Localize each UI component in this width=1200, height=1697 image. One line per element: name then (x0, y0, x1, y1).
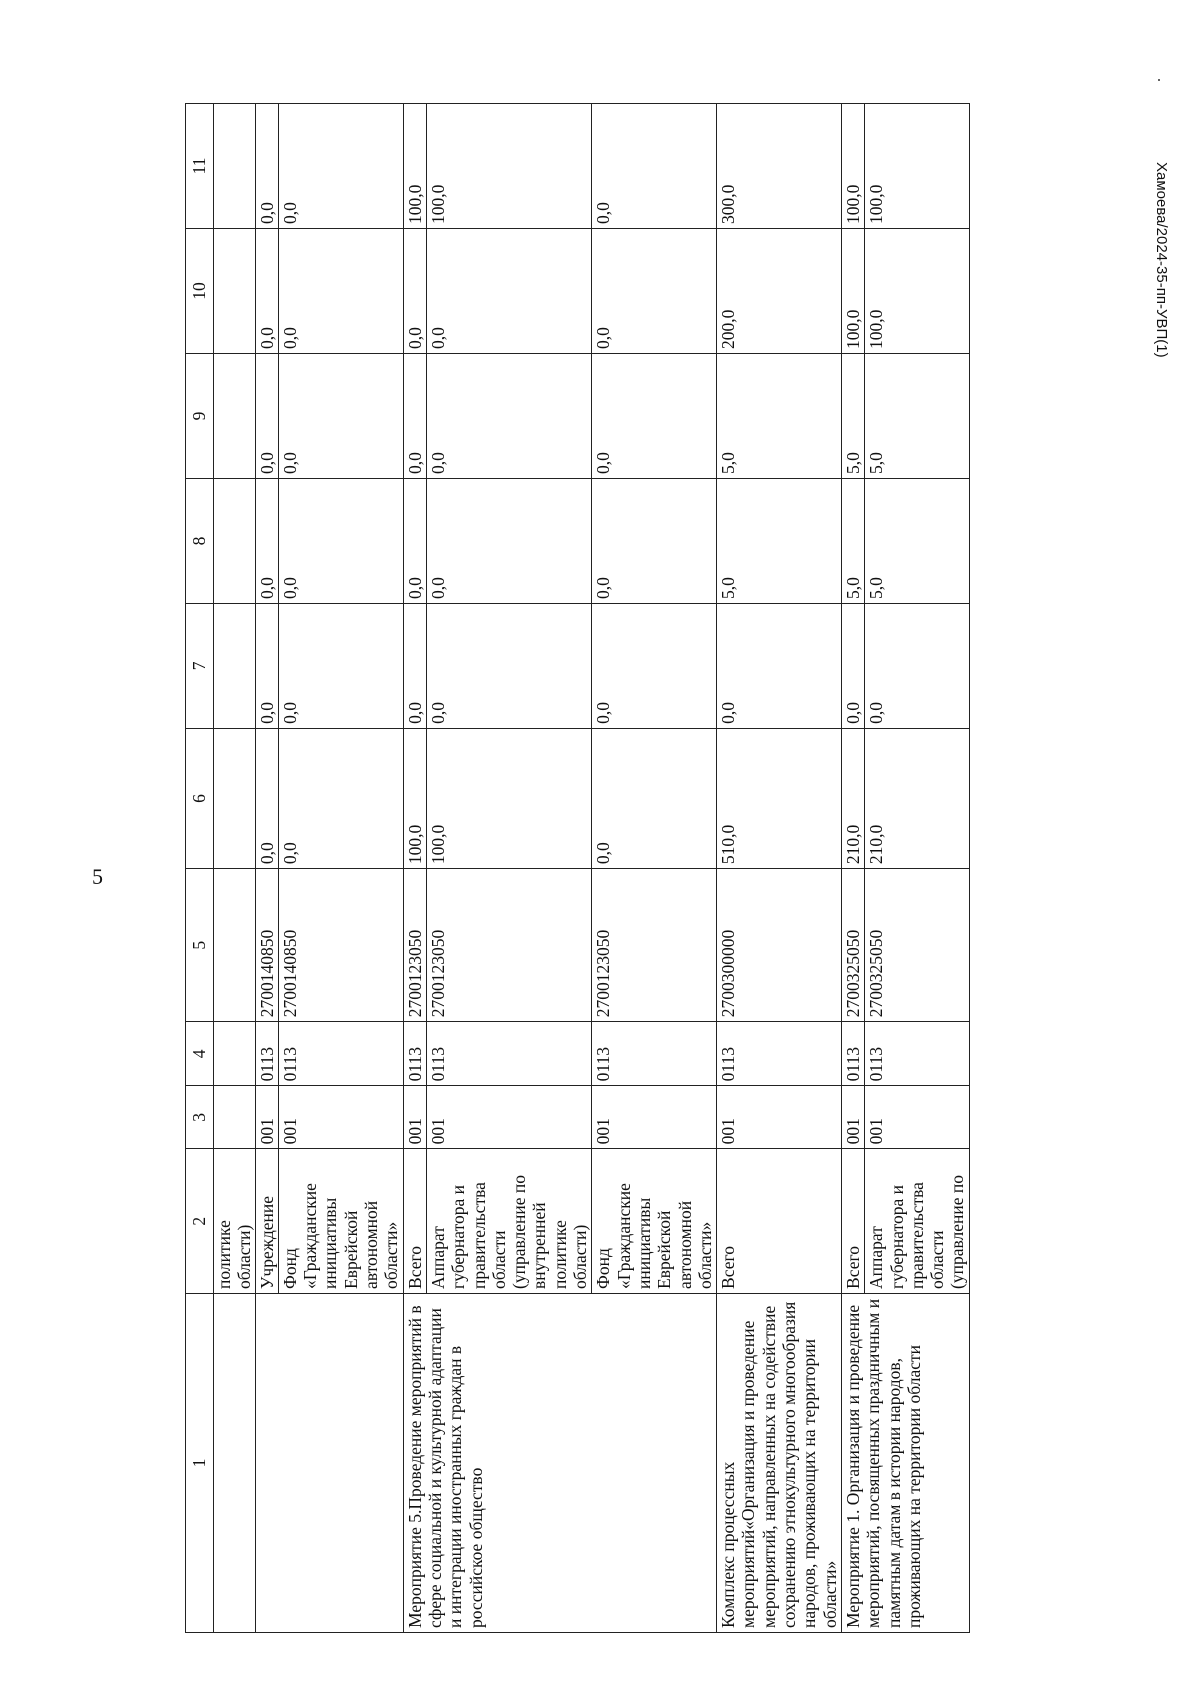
table-cell: 5,0 (717, 478, 842, 603)
table-cell: 300,0 (717, 104, 842, 229)
table-cell: 0,0 (278, 354, 403, 479)
table-row (403, 104, 426, 1633)
table-cell: 100,0 (841, 104, 864, 229)
table-cell: 0,0 (278, 603, 403, 728)
table-cell: 5,0 (865, 478, 969, 603)
table-cell: Комплекс процессных мероприятий«Организация и проведение мероприятий, направленных на содействие сохранению этнокультурного многообразия народов, проживающих на территории области» (717, 1293, 842, 1632)
header-cell: 9 (186, 354, 214, 479)
table-cell: 0113 (717, 1022, 842, 1086)
table-cell: 0,0 (278, 728, 403, 868)
table-cell (214, 354, 256, 479)
table-cell: 0,0 (255, 354, 278, 479)
header-cell: 8 (186, 478, 214, 603)
table-cell: 2700300000 (717, 869, 842, 1022)
table-cell: 100,0 (426, 728, 591, 868)
table-cell: 0,0 (592, 229, 717, 354)
table-cell: Мероприятие 1. Организация и проведение мероприятий, посвященных праздничным и памятным датам в истории народов, проживающих на территории области (841, 1293, 969, 1632)
table-cell: 0113 (592, 1022, 717, 1086)
scan-speck (1158, 79, 1160, 81)
header-cell: 7 (186, 603, 214, 728)
table-cell: 0113 (841, 1022, 864, 1086)
table-cell: Всего (403, 1149, 426, 1294)
table-row (717, 104, 842, 1633)
table-cell: 001 (717, 1086, 842, 1149)
table-cell: Всего (841, 1149, 864, 1294)
table-row (841, 104, 864, 1633)
table-cell: 100,0 (403, 728, 426, 868)
table-cell (214, 229, 256, 354)
table-row (255, 104, 278, 1633)
table-cell: 0,0 (426, 354, 591, 479)
table-cell: 0,0 (403, 229, 426, 354)
header-cell: 6 (186, 728, 214, 868)
header-row (186, 104, 214, 1633)
header-cell: 5 (186, 869, 214, 1022)
table-cell: 2700123050 (592, 869, 717, 1022)
header-cell: 1 (186, 1293, 214, 1632)
table-cell: 100,0 (865, 229, 969, 354)
header-cell: 11 (186, 104, 214, 229)
table-cell: 001 (426, 1086, 591, 1149)
table-cell: 0,0 (255, 728, 278, 868)
table-cell: Фонд «Гражданские инициативы Еврейской автономной области» (592, 1149, 717, 1294)
table-cell: 0,0 (255, 478, 278, 603)
table-cell: 0,0 (865, 603, 969, 728)
header-cell: 3 (186, 1086, 214, 1149)
budget-table (185, 103, 970, 1633)
table-cell: 0113 (278, 1022, 403, 1086)
table-cell: 100,0 (403, 104, 426, 229)
table-cell (214, 104, 256, 229)
table-cell: 001 (255, 1086, 278, 1149)
table-cell: 0,0 (717, 603, 842, 728)
table-cell (214, 603, 256, 728)
table-cell (214, 1022, 256, 1086)
table-cell: 100,0 (426, 104, 591, 229)
table-cell: 001 (592, 1086, 717, 1149)
table-cell: 0113 (255, 1022, 278, 1086)
table-cell: 0,0 (426, 603, 591, 728)
table-cell: Мероприятие 5.Проведение мероприятий в сфере социальной и культурной адаптации и интеграции иностранных граждан в российское общество (403, 1293, 716, 1632)
table-cell: Аппарат губернатора и правительства области (управление по внутренней политике области) (426, 1149, 591, 1294)
table-cell: 0,0 (403, 603, 426, 728)
table-cell: 0,0 (255, 229, 278, 354)
header-cell: 4 (186, 1022, 214, 1086)
table-cell: 0,0 (403, 478, 426, 603)
table-cell: Аппарат губернатора и правительства области (управление по (865, 1149, 969, 1294)
table-cell: 5,0 (841, 478, 864, 603)
table-cell: 5,0 (841, 354, 864, 479)
table-cell: 0,0 (841, 603, 864, 728)
table-cell: 0,0 (278, 104, 403, 229)
table-cell: 0,0 (426, 229, 591, 354)
header-cell: 2 (186, 1149, 214, 1294)
table-cell: 510,0 (717, 728, 842, 868)
table-cell: 0,0 (278, 229, 403, 354)
document-id: Хамоева/2024-35-пп-УВП(1) (1153, 162, 1170, 358)
table-row (214, 104, 256, 1633)
table-cell: 2700123050 (403, 869, 426, 1022)
table-cell: 210,0 (841, 728, 864, 868)
table-cell: 2700140850 (255, 869, 278, 1022)
table-cell: 001 (403, 1086, 426, 1149)
table-cell: 210,0 (865, 728, 969, 868)
table-cell: 5,0 (717, 354, 842, 479)
table-cell (214, 869, 256, 1022)
table-cell: 0,0 (592, 728, 717, 868)
table-cell: 001 (865, 1086, 969, 1149)
page-number: 5 (92, 864, 103, 889)
table-cell: Всего (717, 1149, 842, 1294)
table-cell: Учреждение (255, 1149, 278, 1294)
table-cell: Фонд «Гражданские инициативы Еврейской автономной области» (278, 1149, 403, 1294)
table-cell: 0113 (426, 1022, 591, 1086)
table-cell: 0,0 (592, 603, 717, 728)
table-cell (255, 1293, 403, 1632)
table-cell: 100,0 (841, 229, 864, 354)
table-cell: 5,0 (865, 354, 969, 479)
table-cell: 0,0 (255, 104, 278, 229)
table-cell: 0113 (865, 1022, 969, 1086)
table-cell: 0,0 (255, 603, 278, 728)
table-cell (214, 478, 256, 603)
table-cell: 2700325050 (841, 869, 864, 1022)
continued-text: политике области) (214, 1149, 256, 1294)
table-cell: 0,0 (592, 478, 717, 603)
table-cell: 001 (841, 1086, 864, 1149)
rotated-table-container (185, 103, 1185, 1633)
table-cell: 0,0 (592, 104, 717, 229)
table-cell: 0,0 (403, 354, 426, 479)
table-cell: 2700325050 (865, 869, 969, 1022)
table-cell: 0,0 (426, 478, 591, 603)
table-cell: 2700140850 (278, 869, 403, 1022)
table-cell: 2700123050 (426, 869, 591, 1022)
table-cell: 001 (278, 1086, 403, 1149)
table-cell (214, 1293, 256, 1632)
table-cell: 100,0 (865, 104, 969, 229)
table-cell (214, 1086, 256, 1149)
header-cell: 10 (186, 229, 214, 354)
table-cell: 0,0 (592, 354, 717, 479)
table-cell: 0113 (403, 1022, 426, 1086)
table-cell (214, 728, 256, 868)
table-cell: 0,0 (278, 478, 403, 603)
table-cell: 200,0 (717, 229, 842, 354)
